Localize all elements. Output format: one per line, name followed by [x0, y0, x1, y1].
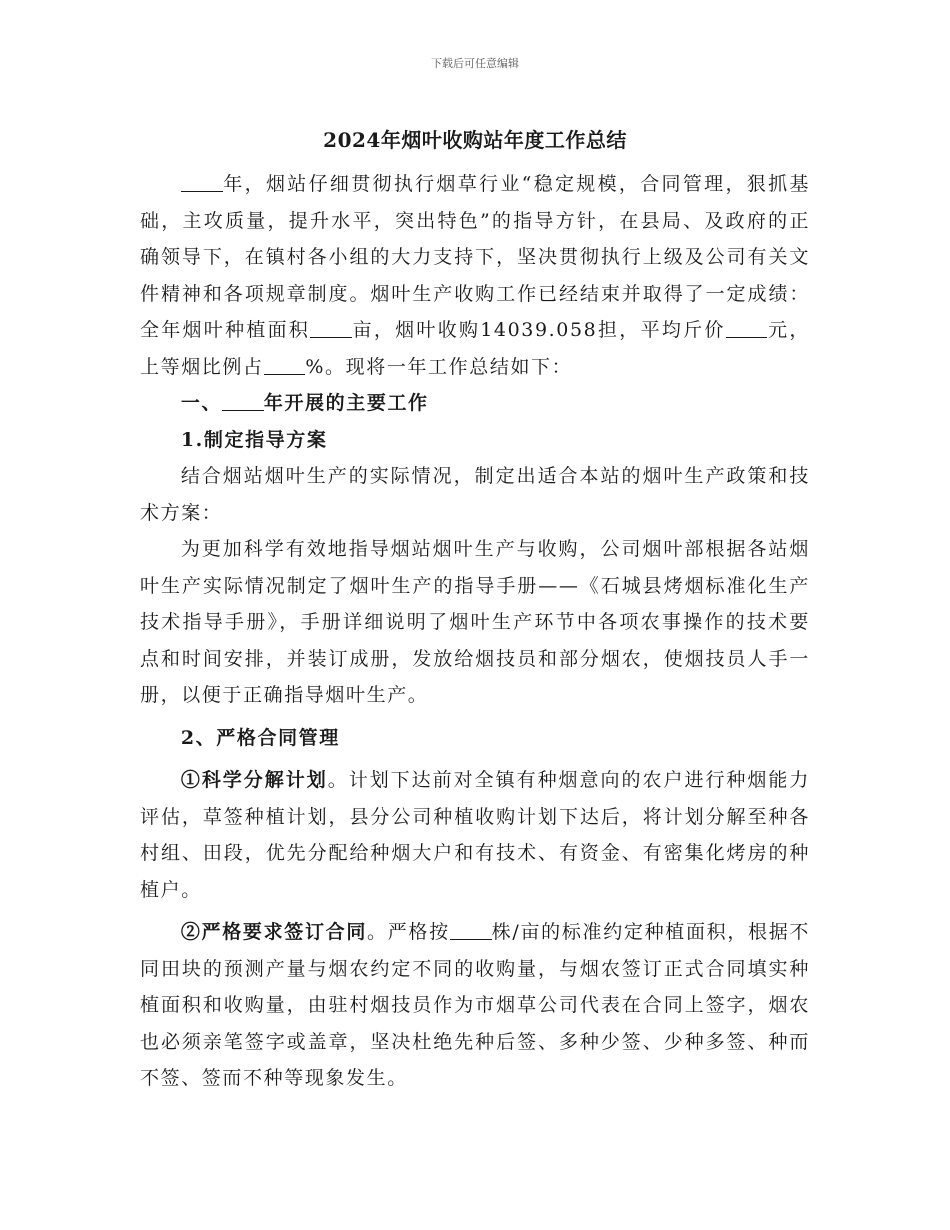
fill-blank [450, 920, 492, 940]
paragraph: 为更加科学有效地指导烟站烟叶生产与收购，公司烟叶部根据各站烟叶生产实际情况制定了烟叶生产的指导手册——《石城县烤烟标准化生产技术指导手册》，手册详细说明了烟叶生产环节中各项农事操作的技术要点和时间安排，并装订成册，发放给烟技员和部分烟农，使烟技员人手一册，以便于正确指导烟叶生产。 [140, 538, 810, 706]
item-text: 株/亩的标准约定种植面积，根据不同田块的预测产量与烟农约定不同的收购量，与烟农签订正式合同填实种植面积和收购量，由驻村烟技员作为市烟草公司代表在合同上签字，烟农也必须亲笔签字或盖章，坚决杜绝先种后签、多种少签、少种多签、种而不签、签而不种等现象发生。 [140, 921, 810, 1089]
intro-text-2: 亩，烟叶收购14039.058担，平均斤价 [351, 319, 726, 341]
item-text: 。计划下达前对全镇有种烟意向的农户进行种烟能力评估，草签种植计划，县分公司种植收购计划下达后，将计划分解至种各村组、田段，优先分配给种烟大户和有技术、有资金、有密集化烤房的种植户。 [140, 769, 810, 901]
header-note: 下载后可任意编辑 [431, 57, 519, 70]
subsection-heading-1: 1.制定指导方案 [180, 428, 328, 451]
document-body [140, 166, 810, 1097]
fill-blank [222, 391, 264, 411]
fill-blank [726, 318, 768, 338]
paragraph [140, 762, 810, 908]
section-heading-1 [140, 385, 810, 422]
item-text: 。严格按 [367, 921, 450, 943]
fill-blank [181, 172, 223, 192]
document-title: 2024年烟叶收购站年度工作总结 [323, 128, 627, 152]
intro-text-3: 元，上等烟比例占 [140, 319, 810, 378]
intro-paragraph [140, 166, 810, 385]
fill-blank [310, 318, 352, 338]
intro-text-4: %。现将一年工作总结如下： [305, 355, 573, 378]
paragraph [140, 914, 810, 1097]
section-heading-suffix: 年开展的主要工作 [263, 392, 429, 414]
fill-blank [264, 355, 306, 375]
intro-text-1: 年，烟站仔细贯彻执行烟草行业“稳定规模，合同管理，狠抓基础，主攻质量，提升水平，突出特色”的指导方针，在县局、及政府的正确领导下，在镇村各小组的大力支持下，坚决贯彻执行上级及公司有关文件精神和各项规章制度。烟叶生产收购工作已经结束并取得了一定成绩：全年烟叶种植面积 [140, 173, 810, 341]
subsection-heading-2: 2、严格合同管理 [180, 726, 340, 749]
item-lead: ②严格要求签订合同 [180, 921, 368, 943]
item-lead: ①科学分解计划 [180, 769, 328, 791]
section-heading-prefix: 一、 [180, 392, 223, 414]
paragraph: 结合烟站烟叶生产的实际情况，制定出适合本站的烟叶生产政策和技术方案： [140, 465, 810, 524]
